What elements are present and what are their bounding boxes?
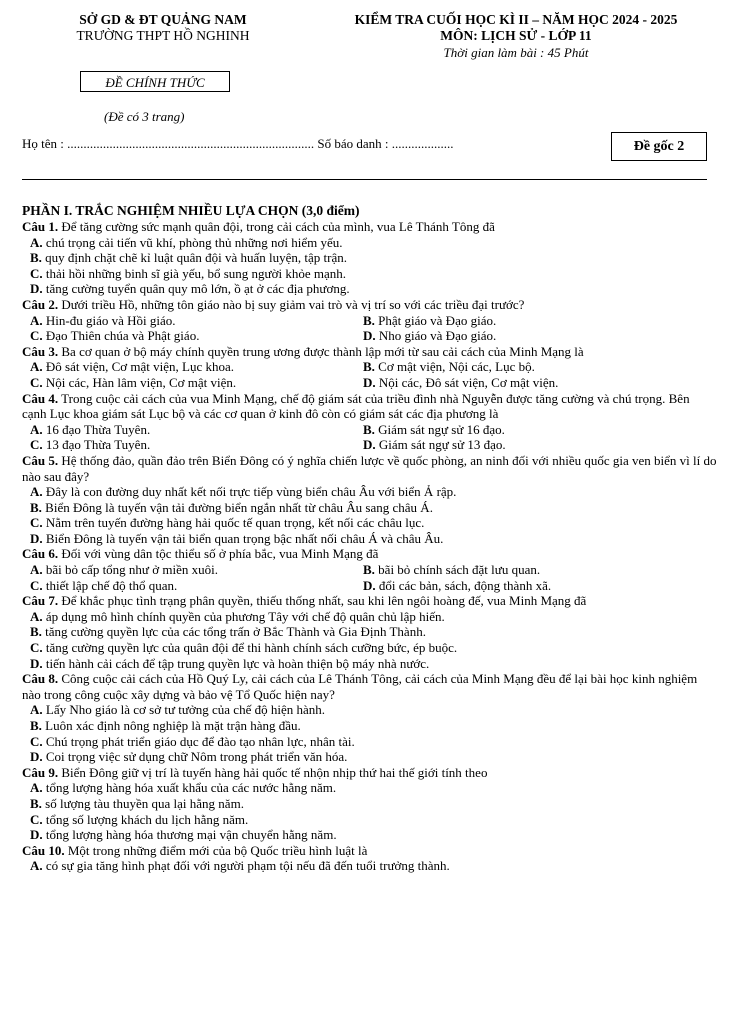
section-title: PHẦN I. TRẮC NGHIỆM NHIỀU LỰA CHỌN (3,0 điểm)	[22, 203, 360, 218]
question-stem	[22, 671, 717, 702]
question-block	[22, 219, 717, 297]
option-text: bãi bỏ cấp tổng như ở miền xuôi.	[42, 562, 218, 578]
option-key: C.	[30, 811, 43, 827]
answer-option	[363, 328, 696, 344]
answer-option	[22, 235, 717, 251]
answer-option	[22, 515, 717, 531]
option-key: D.	[30, 655, 43, 671]
question-list	[22, 219, 717, 874]
question-block	[22, 765, 717, 843]
option-key: D.	[30, 281, 43, 297]
school-name: TRƯỜNG THPT HỒ NGHINH	[76, 28, 250, 43]
question-number: Câu 9.	[22, 764, 59, 780]
option-key: B.	[363, 359, 375, 375]
option-key: A.	[30, 421, 43, 437]
answer-option	[363, 422, 696, 438]
option-key: A.	[30, 359, 43, 375]
answer-option	[363, 562, 696, 578]
option-key: C.	[30, 374, 43, 390]
option-text: có sự gia tăng hình phạt đối với người phạm tội nếu đã đến tuổi trưởng thành.	[42, 858, 450, 874]
answer-option	[22, 250, 717, 266]
question-number: Câu 2.	[22, 296, 59, 312]
option-text: Nằm trên tuyến đường hàng hải quốc tế quan trọng, kết nối các châu lục.	[42, 515, 425, 531]
question-number: Câu 8.	[22, 671, 59, 687]
answer-option	[22, 531, 717, 547]
page-count-note: (Đề có 3 trang)	[104, 109, 185, 124]
question-block	[22, 843, 717, 874]
option-text: Đô sát viện, Cơ mật viện, Lục khoa.	[42, 359, 235, 375]
option-text: Nội các, Hàn lâm viện, Cơ mật viện.	[42, 374, 237, 390]
option-row	[22, 313, 717, 329]
answer-option	[22, 609, 717, 625]
question-stem	[22, 391, 717, 422]
option-text: Hin-đu giáo và Hồi giáo.	[42, 312, 176, 328]
question-text: Để tăng cường sức mạnh quân đội, trong cải cách của mình, vua Lê Thánh Tông đã	[58, 219, 495, 234]
answer-option	[22, 266, 717, 282]
option-key: A.	[30, 484, 43, 500]
option-key: C.	[30, 328, 43, 344]
option-text: Giám sát ngự sử 13 đạo.	[375, 437, 506, 453]
question-number: Câu 6.	[22, 546, 59, 562]
option-text: tăng cường tuyển quân quy mô lớn, ồ ạt ở các địa phương.	[42, 281, 350, 297]
option-key: C.	[30, 515, 43, 531]
answer-option	[22, 812, 717, 828]
answer-option	[22, 484, 717, 500]
option-key: D.	[363, 328, 376, 344]
answer-option	[363, 578, 696, 594]
option-key: D.	[30, 749, 43, 765]
option-text: tổng số lượng khách du lịch hằng năm.	[42, 811, 249, 827]
question-text: Đối với vùng dân tộc thiểu số ở phía bắc, vua Minh Mạng đã	[58, 546, 379, 562]
option-key: C.	[30, 640, 43, 656]
answer-option	[22, 500, 717, 516]
option-text: Nho giáo và Đạo giáo.	[375, 328, 497, 344]
header-right	[300, 12, 732, 61]
option-key: B.	[363, 312, 375, 328]
question-number: Câu 4.	[22, 390, 59, 406]
question-block	[22, 593, 717, 671]
option-text: Coi trọng việc sử dụng chữ Nôm trong phát triển văn hóa.	[42, 749, 348, 765]
question-number: Câu 3.	[22, 343, 59, 359]
option-text: tăng cường quyền lực của quân đội để thi hành chính sách cưỡng bức, ép buộc.	[42, 640, 458, 656]
option-text: thải hồi những binh sĩ già yếu, bổ sung người khỏe mạnh.	[42, 265, 346, 281]
question-block	[22, 453, 717, 547]
question-block	[22, 344, 717, 391]
question-text: Trong cuộc cải cách của vua Minh Mạng, chế độ giám sát của triều đình nhà Nguyễn được tăng cường và chú trọng. Bên cạnh Lục khoa giám sát Lục bộ và các cơ quan ở kinh đô còn có giám sát các địa phương là	[22, 390, 690, 422]
option-text: Đạo Thiên chúa và Phật giáo.	[42, 328, 200, 344]
answer-option	[22, 718, 717, 734]
question-text: Ba cơ quan ở bộ máy chính quyền trung ương được thành lập mới từ sau cải cách của Minh Mạng là	[58, 343, 584, 359]
option-key: D.	[363, 374, 376, 390]
option-row	[22, 578, 717, 594]
answer-option	[22, 640, 717, 656]
option-key: B.	[363, 421, 375, 437]
option-text: Nội các, Đô sát viện, Cơ mật viện.	[375, 374, 559, 390]
answer-option	[22, 858, 717, 874]
option-text: 13 đạo Thừa Tuyên.	[42, 437, 151, 453]
answer-option	[22, 702, 717, 718]
answer-option	[22, 656, 717, 672]
option-text: tổng lượng hàng hóa thương mại vận chuyển hằng năm.	[42, 827, 337, 843]
question-text: Dưới triều Hồ, những tôn giáo nào bị suy giảm vai trò và vị trí so với các triều đại trước?	[58, 296, 525, 312]
answer-option	[22, 796, 717, 812]
option-key: D.	[363, 437, 376, 453]
option-text: Biển Đông là tuyến vận tải đường biển ngắn nhất từ châu Âu sang châu Á.	[41, 499, 433, 515]
question-stem	[22, 219, 717, 235]
option-key: D.	[363, 577, 376, 593]
option-text: chú trọng cải tiến vũ khí, phòng thủ những nơi hiểm yếu.	[42, 234, 343, 250]
question-block	[22, 297, 717, 344]
answer-option	[30, 562, 363, 578]
option-key: C.	[30, 577, 43, 593]
answer-option	[22, 281, 717, 297]
option-row	[22, 437, 717, 453]
option-row	[22, 562, 717, 578]
option-text: tổng lượng hàng hóa xuất khẩu của các nước hằng năm.	[42, 780, 337, 796]
answer-option	[30, 359, 363, 375]
answer-option	[22, 734, 717, 750]
question-number: Câu 1.	[22, 219, 59, 234]
option-key: A.	[30, 562, 43, 578]
answer-option	[30, 313, 363, 329]
option-row	[22, 328, 717, 344]
option-row	[22, 422, 717, 438]
answer-option	[22, 624, 717, 640]
option-text: số lượng tàu thuyền qua lại hằng năm.	[41, 795, 244, 811]
option-key: A.	[30, 608, 43, 624]
header-divider	[22, 179, 707, 180]
option-key: B.	[30, 795, 42, 811]
exam-content	[22, 203, 717, 874]
option-text: áp dụng mô hình chính quyền của phương Tây với chế độ quân chủ lập hiến.	[42, 608, 445, 624]
option-key: A.	[30, 858, 43, 874]
question-text: Để khắc phục tình trạng phân quyền, thiếu thống nhất, sau khi lên ngôi hoàng đế, vua Minh Mạng đã	[58, 593, 587, 609]
option-key: C.	[30, 733, 43, 749]
option-text: Chú trọng phát triển giáo dục để đào tạo nhân lực, nhân tài.	[42, 733, 355, 749]
duration-line: Thời gian làm bài : 45 Phút	[443, 45, 589, 60]
question-block	[22, 391, 717, 453]
subject-line: MÔN: LỊCH SỬ - LỚP 11	[440, 28, 592, 43]
option-text: Phật giáo và Đạo giáo.	[374, 312, 497, 328]
answer-option	[30, 422, 363, 438]
option-text: Lấy Nho giáo là cơ sở tư tưởng của chế độ hiện hành.	[42, 702, 326, 718]
question-number: Câu 5.	[22, 452, 59, 468]
question-stem	[22, 297, 717, 313]
option-text: bãi bỏ chính sách đặt lưu quan.	[374, 562, 541, 578]
option-text: Đây là con đường duy nhất kết nối trực tiếp vùng biển châu Âu với biển Ả rập.	[42, 484, 457, 500]
option-text: tiến hành cải cách để tập trung quyền lực và hoàn thiện bộ máy nhà nước.	[42, 655, 430, 671]
exam-code-box: Đề gốc 2	[611, 132, 707, 161]
option-row	[22, 359, 717, 375]
question-stem	[22, 546, 717, 562]
answer-option	[30, 437, 363, 453]
question-number: Câu 7.	[22, 593, 59, 609]
student-info-row	[22, 136, 454, 152]
question-text: Một trong những điểm mới của bộ Quốc triều hình luật là	[64, 842, 368, 858]
option-key: A.	[30, 312, 43, 328]
option-key: A.	[30, 702, 43, 718]
sbd-field-label: Số báo danh : ...................	[317, 136, 454, 151]
question-text: Công cuộc cải cách của Hồ Quý Ly, cải cách của Lê Thánh Tông, cải cách của Minh Mạng đều để lại bài học kinh nghiệm nào trong công cuộc xây dựng và bảo vệ Tổ Quốc hiện nay?	[22, 671, 698, 702]
question-number: Câu 10.	[22, 842, 65, 858]
option-key: A.	[30, 780, 43, 796]
name-field-label: Họ tên : ............................................................................	[22, 136, 315, 151]
option-text: Biển Đông là tuyến vận tải biển quan trọng bậc nhất nối châu Á và châu Âu.	[42, 530, 444, 546]
header-left	[22, 12, 304, 44]
answer-option	[30, 375, 363, 391]
question-text: Hệ thống đảo, quần đảo trên Biển Đông có ý nghĩa chiến lược về quốc phòng, an ninh đối với nhiều quốc gia ven biển vì lí do nào sau đây?	[22, 452, 717, 484]
option-key: C.	[30, 265, 43, 281]
option-text: Cơ mật viện, Nội các, Lục bộ.	[374, 359, 535, 375]
option-key: B.	[30, 250, 42, 266]
option-row	[22, 375, 717, 391]
option-text: Luôn xác định nông nghiệp là mặt trận hàng đầu.	[41, 718, 301, 733]
answer-option	[363, 359, 696, 375]
question-text: Biển Đông giữ vị trí là tuyến hàng hải quốc tế nhộn nhịp thứ hai thế giới tính theo	[58, 764, 488, 780]
option-text: Giám sát ngự sử 16 đạo.	[374, 421, 505, 437]
answer-option	[30, 578, 363, 594]
answer-option	[363, 375, 696, 391]
option-text: 16 đạo Thừa Tuyên.	[42, 421, 151, 437]
question-stem	[22, 453, 717, 484]
option-key: B.	[30, 718, 42, 733]
question-block	[22, 671, 717, 765]
question-stem	[22, 765, 717, 781]
answer-option	[22, 827, 717, 843]
option-key: C.	[30, 437, 43, 453]
answer-option	[22, 780, 717, 796]
department-name: SỞ GD & ĐT QUẢNG NAM	[79, 12, 247, 27]
option-key: D.	[30, 530, 43, 546]
question-stem	[22, 344, 717, 360]
answer-option	[30, 328, 363, 344]
answer-option	[363, 313, 696, 329]
option-text: tăng cường quyền lực của các tổng trấn ở Bắc Thành và Gia Định Thành.	[41, 624, 426, 640]
option-key: B.	[30, 624, 42, 640]
question-stem	[22, 843, 717, 859]
question-block	[22, 546, 717, 593]
option-key: A.	[30, 234, 43, 250]
answer-option	[22, 749, 717, 765]
option-text: đổi các bản, sách, động thành xã.	[375, 577, 552, 593]
option-key: D.	[30, 827, 43, 843]
question-stem	[22, 593, 717, 609]
exam-title: KIỂM TRA CUỐI HỌC KÌ II – NĂM HỌC 2024 - 2025	[354, 12, 678, 27]
official-exam-box: ĐỀ CHÍNH THỨC	[80, 71, 230, 92]
option-text: quy định chặt chẽ kỉ luật quân đội và huấn luyện, tập trận.	[41, 250, 347, 266]
option-key: B.	[363, 562, 375, 578]
option-text: thiết lập chế độ thổ quan.	[42, 577, 178, 593]
option-key: B.	[30, 499, 42, 515]
answer-option	[363, 437, 696, 453]
